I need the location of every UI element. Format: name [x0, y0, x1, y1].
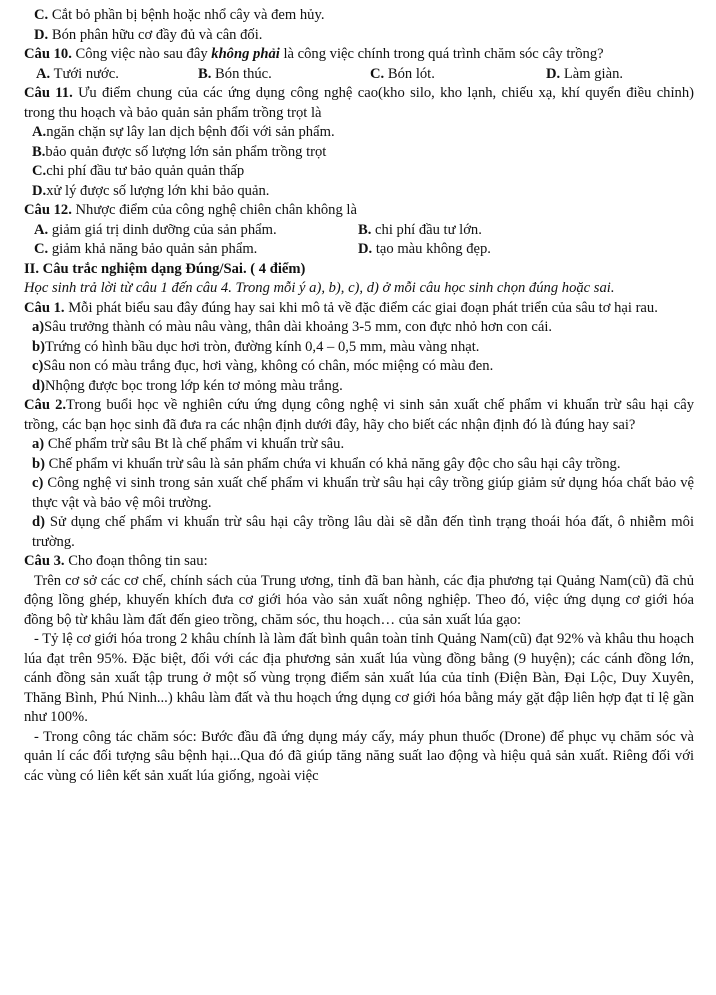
- item-label: b): [32, 455, 45, 472]
- question-text: Công việc nào sau đây: [71, 46, 212, 62]
- item-text: Chế phẩm vi khuẩn trừ sâu là sản phẩm chứa vi khuẩn có khả năng gây độc cho sâu hại cây trồng.: [44, 455, 621, 472]
- option-text: Tưới nước.: [50, 65, 119, 82]
- question-text: Nhược điểm của công nghệ chiên chân không là: [71, 202, 357, 218]
- option-label: D.: [34, 26, 49, 43]
- question-11-stem: [24, 84, 694, 123]
- option-a: [34, 221, 358, 241]
- option-text: chi phí đầu tư bảo quản quản thấp: [46, 163, 245, 179]
- item-label: c): [32, 475, 44, 491]
- option-text: Bón thúc.: [211, 65, 272, 82]
- tf-question-3-stem: [24, 552, 694, 572]
- tf-question-2-item-b: [24, 455, 694, 475]
- option-d: [546, 65, 623, 85]
- question-11-option-b: [24, 143, 694, 163]
- option-label: C.: [34, 241, 49, 257]
- tf-question-2-item-d: [24, 513, 694, 552]
- question-emphasis: không phải: [211, 46, 280, 62]
- question-10-stem: [24, 45, 694, 65]
- question-10-options: [24, 65, 694, 85]
- question-12-options-row2: [24, 240, 694, 260]
- question-label: Câu 2.: [24, 397, 67, 413]
- option-label: B.: [198, 65, 212, 82]
- option-c: [370, 65, 546, 85]
- item-label: a): [32, 436, 45, 452]
- tf-question-1-item-c: [24, 357, 694, 377]
- item-text: Sử dụng chế phẩm vi khuẩn trừ sâu hại cây trồng lâu dài sẽ dẫn đến tình trạng thoái hóa đất, ô nhiễm môi trường.: [32, 514, 694, 550]
- item-text: Sâu trưởng thành có màu nâu vàng, thân dài khoảng 3-5 mm, con đực nhỏ hơn con cái.: [44, 319, 553, 335]
- item-text: Nhộng được bọc trong lớp kén tơ mỏng màu trắng.: [44, 377, 343, 394]
- passage-paragraph-3: - Trong công tác chăm sóc: Bước đầu đã ứng dụng máy cấy, máy phun thuốc (Drone) để phục vụ chăm sóc và quản lí các đối tượng sâu bệnh hại...Qua đó đã giúp tăng năng suất lao động và hiệu quả sản xuất. Riêng đối với các vùng có liên kết sản xuất lúa giống, ngoài việc: [24, 728, 694, 784]
- question-text: Trong buổi học về nghiên cứu ứng dụng công nghệ vi sinh sản xuất chế phẩm vi khuẩn trừ sâu hại cây trồng, các bạn học sinh đã đưa ra các nhận định dưới đây, hãy cho biết các nhận định đó là đúng hay sai?: [24, 397, 695, 433]
- option-label: D.: [358, 241, 373, 257]
- tf-question-1-stem: [24, 299, 694, 319]
- option-text: ngăn chặn sự lây lan dịch bệnh đối với sản phẩm.: [46, 124, 335, 140]
- item-text: Sâu non có màu trắng đục, hơi vàng, không có chân, móc miệng có màu đen.: [43, 358, 494, 374]
- option-text: giảm khả năng bảo quản sản phẩm.: [48, 241, 258, 257]
- option-label: D.: [546, 65, 561, 82]
- option-text: Bón phân hữu cơ đầy đủ và cân đối.: [48, 26, 263, 43]
- passage-paragraph-2: - Tỷ lệ cơ giới hóa trong 2 khâu chính là làm đất bình quân toàn tỉnh Quảng Nam(cũ) đạt 92% và khâu thu hoạch lúa đạt trên 95%. Đặc biệt, đối với các địa phương sản xuất lúa vùng đồng bằng (9 huyện); các cánh đồng lớn, cánh đồng sản xuất tập trung ở một số vùng trọng điểm sản xuất lúa của tỉnh (Điện Bàn, Đại Lộc, Duy Xuyên, Thăng Bình, Phú Ninh...) khâu làm đất và thu hoạch ứng dụng cơ giới hóa bằng máy gặt đập liên hợp đạt tỉ lệ gần như 100%.: [24, 631, 694, 725]
- option-text: tạo màu không đẹp.: [372, 241, 491, 257]
- prev-option-d: [24, 26, 694, 46]
- item-label: d): [32, 377, 45, 394]
- option-text: giảm giá trị dinh dưỡng của sản phẩm.: [48, 221, 277, 238]
- option-label: B.: [358, 221, 372, 238]
- option-text: xử lý được số lượng lớn khi bảo quản.: [46, 182, 270, 199]
- tf-question-1-item-a: [24, 318, 694, 338]
- question-text: là công việc chính trong quá trình chăm sóc cây trồng?: [279, 46, 604, 62]
- item-text: Trứng có hình bầu dục hơi tròn, đường kính 0,4 – 0,5 mm, màu vàng nhạt.: [44, 338, 480, 355]
- option-d: [358, 240, 491, 260]
- tf-question-1-item-b: [24, 338, 694, 358]
- option-text: bảo quản được số lượng lớn sản phẩm trồng trọt: [45, 143, 327, 160]
- question-11-option-d: [24, 182, 694, 202]
- option-label: C.: [32, 163, 47, 179]
- question-text: Mỗi phát biểu sau đây đúng hay sai khi mô tả về đặc điểm các giai đoạn phát triển của sâu tơ hại rau.: [64, 299, 658, 316]
- option-label: D.: [32, 182, 47, 199]
- option-label: B.: [32, 143, 46, 160]
- item-label: c): [32, 358, 44, 374]
- option-text: Bón lót.: [384, 65, 435, 82]
- option-text: chi phí đầu tư lớn.: [371, 221, 482, 238]
- question-12-options-row1: [24, 221, 694, 241]
- question-11-option-a: [24, 123, 694, 143]
- question-12-stem: [24, 201, 694, 221]
- section-heading: II. Câu trắc nghiệm dạng Đúng/Sai. ( 4 điểm): [24, 260, 306, 277]
- option-b: [198, 65, 370, 85]
- tf-question-2-item-c: [24, 474, 694, 513]
- item-text: Chế phẩm trừ sâu Bt là chế phẩm vi khuẩn trừ sâu.: [44, 436, 345, 452]
- option-b: [358, 221, 482, 241]
- tf-question-1-item-d: [24, 377, 694, 397]
- question-label: Câu 3.: [24, 553, 65, 569]
- question-label: Câu 12.: [24, 202, 72, 218]
- option-c: [34, 240, 358, 260]
- question-label: Câu 1.: [24, 299, 65, 316]
- question-text: Cho đoạn thông tin sau:: [64, 553, 208, 569]
- question-text: Ưu điểm chung của các ứng dụng công nghệ cao(kho silo, kho lạnh, chiếu xạ, khí quyển điều chỉnh) trong thu hoạch và bảo quản sản phẩm trồng trọt là: [24, 85, 694, 121]
- section-instruction: Học sinh trả lời từ câu 1 đến câu 4. Trong mỗi ý a), b), c), d) ở mỗi câu học sinh chọn đúng hoặc sai.: [24, 280, 615, 296]
- question-11-option-c: [24, 162, 694, 182]
- option-text: Làm giàn.: [560, 65, 624, 82]
- item-label: a): [32, 319, 45, 335]
- item-label: d): [32, 514, 45, 530]
- option-text: Cắt bỏ phần bị bệnh hoặc nhổ cây và đem hủy.: [48, 7, 325, 23]
- option-label: A.: [32, 124, 47, 140]
- question-label: Câu 11.: [24, 85, 73, 101]
- option-label: A.: [36, 65, 51, 82]
- prev-option-c: [24, 6, 694, 26]
- item-text: Công nghệ vi sinh trong sản xuất chế phẩm vi khuẩn trừ sâu hại cây trồng giúp giảm sử dụng hóa chất bảo vệ thực vật và bảo vệ môi trường.: [32, 475, 694, 511]
- tf-question-2-stem: [24, 396, 694, 435]
- option-label: C.: [370, 65, 385, 82]
- item-label: b): [32, 338, 45, 355]
- question-label: Câu 10.: [24, 46, 72, 62]
- option-a: [36, 65, 198, 85]
- option-label: C.: [34, 7, 49, 23]
- option-label: A.: [34, 221, 49, 238]
- tf-question-2-item-a: [24, 435, 694, 455]
- passage-paragraph-1: Trên cơ sở các cơ chế, chính sách của Trung ương, tỉnh đã ban hành, các địa phương tại Quảng Nam(cũ) đã chủ động lồng ghép, khuyến khích đưa cơ giới hóa vào sản xuất nông nghiệp. Theo đó, việc ứng dụng cơ giới hóa đồng bộ từ khâu làm đất đến gieo trồng, chăm sóc, thu hoạch… của sản xuất lúa gạo:: [24, 572, 694, 628]
- document-page: [24, 6, 694, 786]
